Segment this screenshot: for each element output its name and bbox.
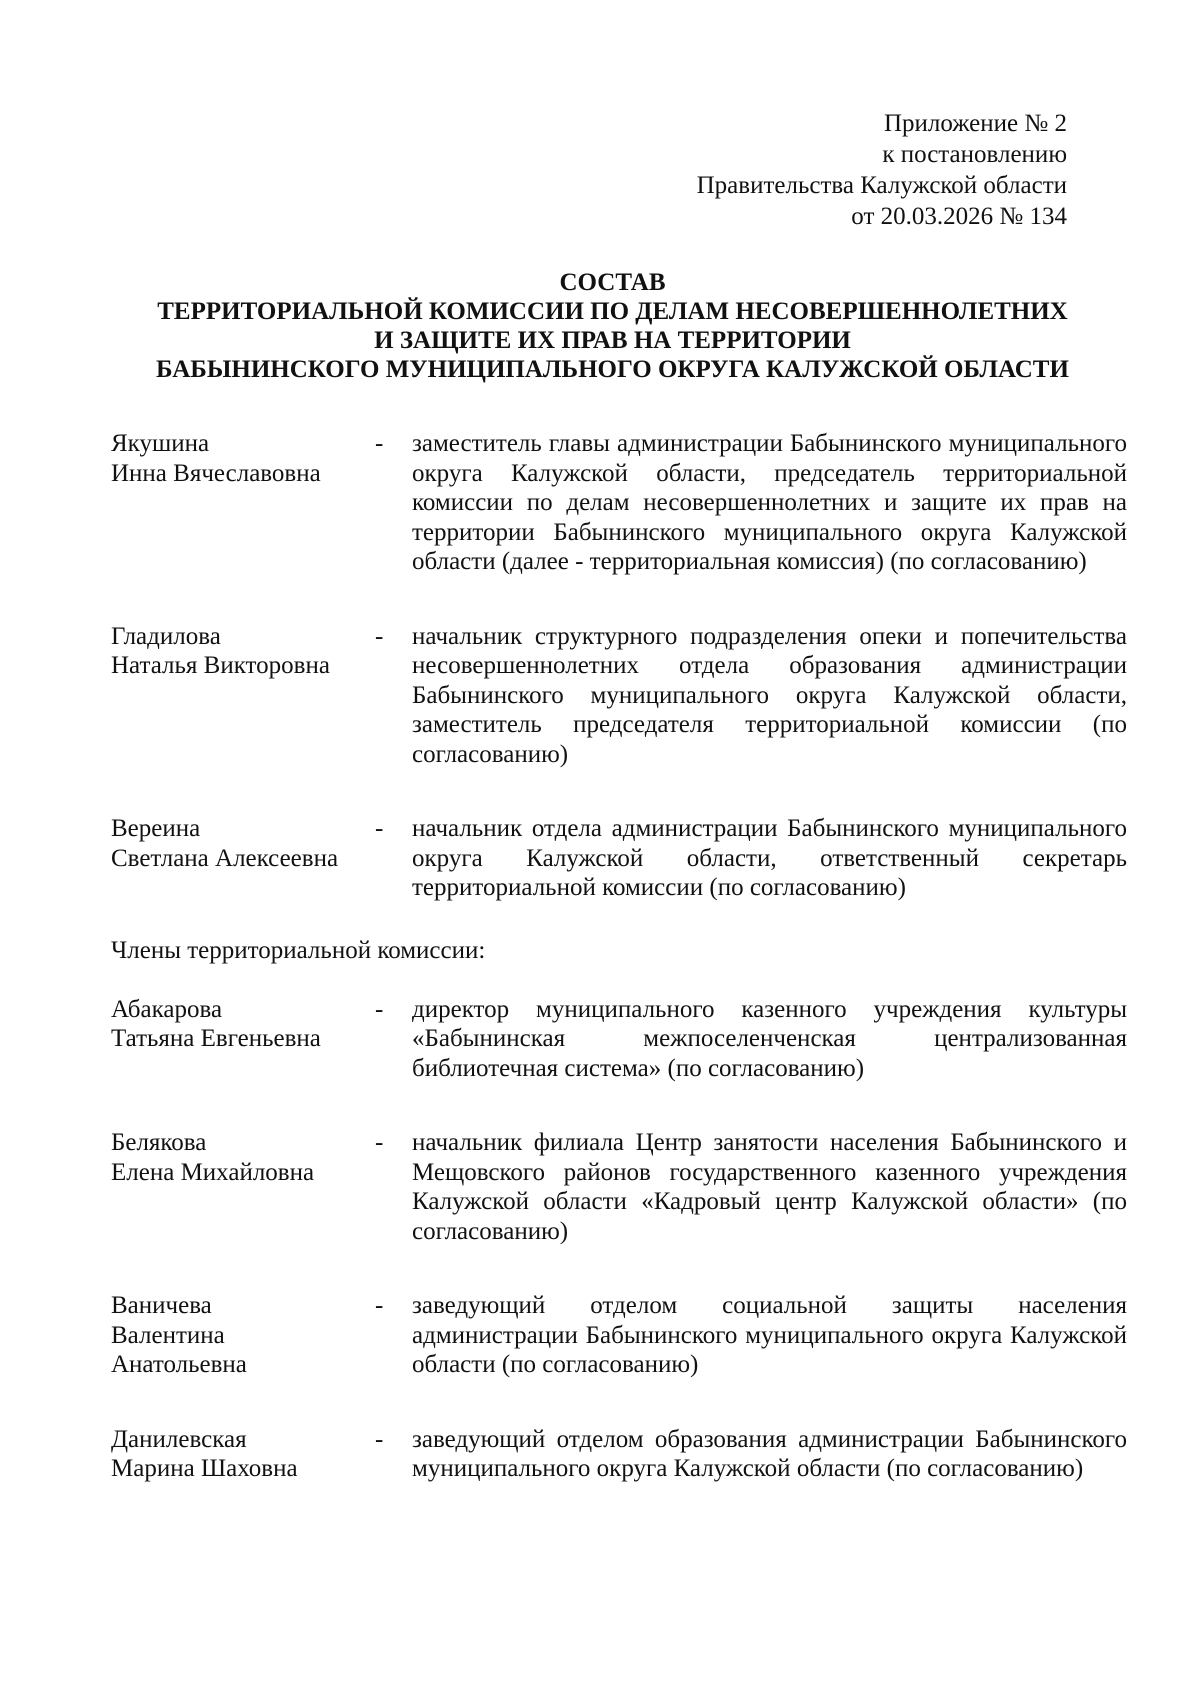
annex-header xyxy=(697,108,1067,232)
person-name xyxy=(111,622,373,770)
document-title xyxy=(100,268,1125,384)
dash-separator: - xyxy=(375,622,384,650)
person-given-name: Марина Шаховна xyxy=(111,1455,298,1482)
annex-date-number: от 20.03.2026 № 134 xyxy=(851,203,1067,230)
person-position: заведующий отделом социальной защиты населения администрации Бабынинского муниципального округа Калужской области (по согласованию) xyxy=(412,1292,1127,1378)
title-line-2: ТЕРРИТОРИАЛЬНОЙ КОМИССИИ ПО ДЕЛАМ НЕСОВЕРШЕННОЛЕТНИХ xyxy=(157,298,1068,325)
person-given-name: Татьяна Евгеньевна xyxy=(111,1025,321,1052)
person-position: заместитель главы администрации Бабынинского муниципального округа Калужской области, председатель территориальной комиссии по делам несовершеннолетних и защите их прав на территории Бабынинского муниципального округа Калужской области (далее - территориальная комиссия) (по согласованию) xyxy=(412,430,1127,575)
person-position: начальник структурного подразделения опеки и попечительства несовершеннолетних отдела образования администрации Бабынинского муниципального округа Калужской области, заместитель председателя территориальной комиссии (по согласованию) xyxy=(412,622,1127,768)
person-position: директор муниципального казенного учреждения культуры «Бабынинская межпоселенченская централизованная библиотечная система» (по согласованию) xyxy=(412,995,1127,1082)
person-given-name: Инна Вячеславовна xyxy=(111,459,321,487)
person-name xyxy=(111,1291,373,1380)
person-given-name: Наталья Викторовна xyxy=(111,652,330,679)
annex-number: Приложение № 2 xyxy=(883,110,1067,137)
dash-separator: - xyxy=(375,995,384,1023)
person-name xyxy=(111,814,373,903)
roster-entry-member xyxy=(111,1425,1127,1484)
person-given-name: Елена Михайловна xyxy=(111,1158,315,1186)
person-name xyxy=(111,1128,373,1246)
person-surname: Абакарова xyxy=(111,995,223,1023)
dash-separator: - xyxy=(375,1425,384,1453)
title-line-3: И ЗАЩИТЕ ИХ ПРАВ НА ТЕРРИТОРИИ xyxy=(374,327,851,354)
title-line-4: БАБЫНИНСКОГО МУНИЦИПАЛЬНОГО ОКРУГА КАЛУЖСКОЙ ОБЛАСТИ xyxy=(156,356,1069,383)
person-patronymic: Анатольевна xyxy=(111,1351,247,1378)
person-surname: Гладилова xyxy=(111,622,221,650)
person-surname: Ваничева xyxy=(111,1292,212,1319)
person-surname: Белякова xyxy=(111,1129,207,1156)
person-position: начальник филиала Центр занятости населения Бабынинского и Мещовского районов государственного казенного учреждения Калужской области «Кадровый центр Калужской области» (по согласованию) xyxy=(412,1129,1127,1245)
annex-reference: к постановлению xyxy=(882,141,1067,168)
person-given-name: Светлана Алексеевна xyxy=(111,844,339,872)
person-name xyxy=(111,995,373,1084)
person-position: заведующий отделом образования администрации Бабынинского муниципального округа Калужской области (по согласованию) xyxy=(412,1425,1127,1482)
person-name xyxy=(111,1425,373,1484)
members-section-label: Члены территориальной комиссии: xyxy=(111,936,486,964)
dash-separator: - xyxy=(375,430,384,457)
dash-separator: - xyxy=(375,1129,384,1156)
person-given-name: Валентина xyxy=(111,1321,225,1349)
dash-separator: - xyxy=(375,1292,384,1319)
title-line-1: СОСТАВ xyxy=(559,269,666,296)
roster-entry-member xyxy=(111,1128,1127,1246)
commission-roster xyxy=(111,429,1127,1484)
person-name xyxy=(111,429,373,577)
dash-separator: - xyxy=(375,815,384,842)
person-position: начальник отдела администрации Бабынинского муниципального округа Калужской области, ответственный секретарь территориальной комиссии (по согласованию) xyxy=(412,815,1127,901)
roster-entry-vice-chair xyxy=(111,622,1127,770)
annex-authority: Правительства Калужской области xyxy=(696,172,1067,199)
roster-entry-secretary xyxy=(111,814,1127,903)
roster-entry-member xyxy=(111,995,1127,1084)
person-surname: Данилевская xyxy=(111,1425,247,1453)
roster-entry-chair xyxy=(111,429,1127,577)
person-surname: Вереина xyxy=(111,815,201,842)
person-surname: Якушина xyxy=(111,430,210,457)
roster-entry-member xyxy=(111,1291,1127,1380)
